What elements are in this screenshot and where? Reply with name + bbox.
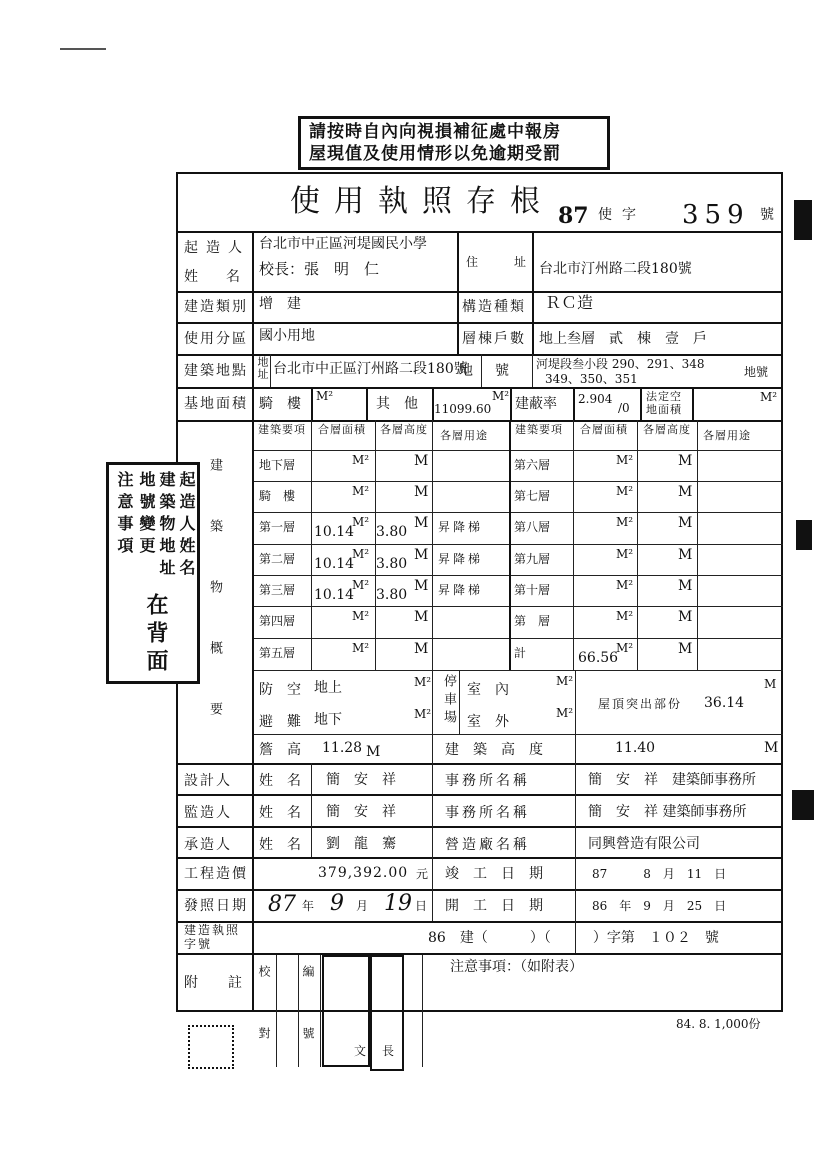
area-label: 基地面積: [184, 396, 248, 412]
roof-label: 屋頂突出部份: [598, 697, 683, 711]
cost-label: 工程造價: [184, 866, 248, 882]
floor-area-unit-right: M²: [616, 578, 634, 592]
floor-name-left: 騎 樓: [259, 489, 296, 503]
start-date: 86 年 9 月 25 日: [592, 899, 727, 913]
arcade-label: 騎 樓: [259, 396, 301, 412]
floor-name-right: 第八層: [514, 520, 551, 534]
footer-print-note: 84. 8. 1,000份: [676, 1017, 761, 1031]
shelter-b-value: 地下: [314, 712, 342, 728]
notice-stamp: [298, 116, 610, 170]
shelter-a-unit: M²: [414, 675, 432, 689]
approval-seal-3: [188, 1025, 234, 1069]
person-role: 監造人: [184, 805, 232, 821]
side-stamp-col3: 地號變更: [137, 471, 156, 559]
header-area-left: 合層面積: [318, 423, 366, 436]
sign-label-chief: 長: [382, 1044, 395, 1058]
floor-name-left: 第四層: [259, 614, 296, 628]
person-name: 簡 安 祥: [326, 804, 396, 820]
side-stamp-col5: 在背面: [143, 593, 169, 677]
person-name-label: 姓 名: [259, 773, 301, 789]
shelter-b-unit: M²: [414, 707, 432, 721]
site-addr-tag: 地址: [256, 356, 269, 380]
coverage-den: /0: [618, 401, 630, 415]
floor-height-left: 3.80: [376, 524, 408, 540]
permit-label: 建造執照字號: [184, 923, 241, 951]
roof-value: 36.14: [704, 695, 745, 711]
owner-label-a: 起造人: [184, 240, 250, 256]
sign-label-number: 編號: [301, 965, 315, 1089]
owner-label-b: 姓名: [184, 269, 268, 285]
person-role: 承造人: [184, 837, 232, 853]
other-unit: M²: [492, 389, 510, 403]
floor-area-unit-left: M²: [352, 578, 370, 592]
coverage-value: 2.904: [578, 392, 613, 406]
issue-month-unit: 月: [356, 899, 369, 913]
floor-height-left: 3.80: [376, 587, 408, 603]
floor-height-unit-left: M: [414, 453, 429, 469]
structure-label: 構造種類: [462, 299, 526, 315]
parking-label: 停車場: [441, 674, 456, 728]
floor-area-unit-left: M²: [352, 609, 370, 623]
zone-value: 國小用地: [259, 328, 315, 344]
site-address: 台北市中正區汀州路二段180號: [273, 361, 468, 377]
staple-mark: [60, 48, 106, 50]
shelter-a-label: 防 空: [259, 682, 301, 698]
floor-height-unit-right: M: [678, 641, 693, 657]
floor-name-right: 第六層: [514, 458, 551, 472]
scan-edge-marks: [790, 190, 820, 890]
building-height-value: 11.40: [615, 740, 656, 756]
floors-value: 地上叁層 貳 棟 壹 戶: [539, 331, 707, 347]
floor-area-unit-right: M²: [616, 453, 634, 467]
shelter-b-label: 避 難: [259, 714, 301, 730]
floor-area-unit-left: M²: [352, 641, 370, 655]
other-label: 其 他: [376, 396, 418, 412]
floor-height-unit-left: M: [414, 578, 429, 594]
notice-stamp-line1: 請按時自內向視損補征處中報房: [309, 122, 561, 142]
eave-unit: M: [366, 744, 381, 760]
floor-height-unit-right: M: [678, 515, 693, 531]
person-office-label: 事務所名稱: [445, 805, 530, 821]
overview-side-label: 建築物概要: [207, 458, 222, 763]
parking-indoor-unit: M²: [556, 674, 574, 688]
floor-use-left: 昇降梯: [438, 552, 484, 566]
header-height-right: 各層高度: [643, 423, 691, 436]
person-office-label: 營造廠名稱: [445, 837, 530, 853]
completion-label: 竣 工 日 期: [445, 866, 543, 882]
cost-unit: 元: [416, 867, 429, 881]
issue-month: 9: [330, 891, 344, 916]
remarks-text: 注意事項：（如附表）: [450, 959, 583, 975]
floor-area-unit-left: M²: [352, 515, 370, 529]
floor-height-unit-right: M: [678, 609, 693, 625]
category-label: 建造類別: [184, 299, 248, 315]
parking-outdoor-unit: M²: [556, 706, 574, 720]
header-item-right: 建築要項: [515, 423, 563, 436]
building-height-unit: M: [764, 740, 779, 756]
parking-indoor: 室 內: [467, 682, 509, 698]
issue-year: 87: [268, 892, 296, 917]
floor-area-left: 10.14: [314, 524, 355, 540]
floor-name-right: 第 層: [514, 614, 551, 628]
cost-value: 379,392.00: [318, 865, 409, 881]
floor-area-unit-left: M²: [352, 547, 370, 561]
structure-value: ＲＣ造: [545, 293, 594, 312]
floor-height-unit-left: M: [414, 641, 429, 657]
issue-label: 發照日期: [184, 898, 248, 914]
floor-height-unit-right: M: [678, 484, 693, 500]
approval-seal-2: [370, 955, 404, 1071]
other-value: 11099.60: [434, 402, 492, 416]
floor-name-left: 第三層: [259, 583, 296, 597]
legal-area-label: 法定空地面積: [646, 390, 682, 416]
side-stamp-col1: 起造人姓名: [177, 471, 196, 581]
owner-address: 台北市汀州路二段180號: [539, 261, 692, 277]
floor-name-left: 地下層: [259, 458, 296, 472]
license-year: 87: [558, 203, 589, 229]
floor-use-left: 昇降梯: [438, 520, 484, 534]
permit-value: 86 建（ ）（ ）字第 １０２ 號: [428, 930, 719, 946]
issue-day-unit: 日: [415, 899, 428, 913]
floor-height-unit-right: M: [678, 547, 693, 563]
person-name-label: 姓 名: [259, 837, 301, 853]
person-name: 劉 龍 騫: [326, 836, 396, 852]
floor-name-right: 第七層: [514, 489, 551, 503]
floor-area-unit-right: M²: [616, 484, 634, 498]
license-suffix: 號: [760, 207, 774, 223]
coverage-label: 建蔽率: [515, 396, 557, 412]
side-stamp-col2: 建築物地址: [157, 471, 176, 581]
eave-value: 11.28: [322, 740, 363, 756]
owner-line1: 台北市中正區河堤國民小學: [259, 236, 427, 252]
person-role: 設計人: [184, 773, 232, 789]
floor-area-unit-right: M²: [616, 609, 634, 623]
arcade-unit: M²: [316, 389, 334, 403]
sign-label-text: 文: [354, 1044, 367, 1058]
building-height-label: 建 築 高 度: [445, 742, 543, 758]
floor-area-unit-right: M²: [616, 547, 634, 561]
approval-seal-1: [322, 955, 370, 1067]
floor-area-unit-right: M²: [616, 515, 634, 529]
sign-label-check: 校對: [257, 965, 271, 1089]
floor-height-unit-left: M: [414, 547, 429, 563]
floor-area-unit-right: M²: [616, 641, 634, 655]
floor-height-unit-left: M: [414, 515, 429, 531]
legal-area-unit: M²: [760, 390, 778, 404]
side-stamp: [106, 462, 200, 684]
license-number: 359: [682, 200, 750, 230]
floor-name-left: 第五層: [259, 646, 296, 660]
person-office-label: 事務所名稱: [445, 773, 530, 789]
floor-name-right: 第九層: [514, 552, 551, 566]
lot-suffix: 地號: [744, 365, 769, 379]
site-label: 建築地點: [184, 363, 248, 379]
header-use-left: 各層用途: [440, 429, 488, 442]
floor-name-right: 計: [514, 646, 527, 660]
lot-line2: 349、350、351: [545, 372, 638, 386]
address-label: 住 址: [466, 255, 539, 269]
floor-name-left: 第二層: [259, 552, 296, 566]
completion-date: 87 8 月 11 日: [592, 867, 727, 881]
floor-name-left: 第一層: [259, 520, 296, 534]
lot-line1: 河堤段叁小段 290、291、348: [536, 357, 705, 371]
header-area-right: 合層面積: [580, 423, 628, 436]
floor-height-left: 3.80: [376, 556, 408, 572]
header-height-left: 各層高度: [380, 423, 428, 436]
issue-day: 19: [384, 891, 412, 916]
parking-outdoor: 室 外: [467, 714, 509, 730]
form-title: 使用執照存根: [290, 184, 554, 219]
eave-label: 簷 高: [259, 742, 301, 758]
floors-label: 層棟戶數: [462, 331, 526, 347]
license-prefix: 使字: [598, 207, 646, 223]
header-use-right: 各層用途: [703, 429, 751, 442]
floor-area-left: 10.14: [314, 556, 355, 572]
start-label: 開 工 日 期: [445, 898, 543, 914]
category-value: 增 建: [259, 296, 301, 312]
person-name-label: 姓 名: [259, 805, 301, 821]
header-item-left: 建築要項: [258, 423, 306, 436]
floor-area-right: 66.56: [578, 650, 619, 666]
person-name: 簡 安 祥: [326, 772, 396, 788]
owner-line2: 校長：張 明 仁: [259, 260, 380, 278]
floor-name-right: 第十層: [514, 583, 551, 597]
person-office: 簡 安 祥 建築師事務所: [588, 804, 747, 820]
zone-label: 使用分區: [184, 331, 248, 347]
floor-height-unit-right: M: [678, 453, 693, 469]
floor-area-unit-left: M²: [352, 484, 370, 498]
notice-stamp-line2: 屋現值及使用情形以免逾期受罰: [309, 144, 561, 164]
person-office: 簡 安 祥 建築師事務所: [588, 772, 756, 788]
person-office: 同興營造有限公司: [588, 836, 700, 852]
remarks-label: 附 註: [184, 975, 250, 991]
floor-height-unit-right: M: [678, 578, 693, 594]
side-stamp-col4: 注意事項: [115, 471, 134, 559]
shelter-a-value: 地上: [314, 680, 342, 696]
floor-area-left: 10.14: [314, 587, 355, 603]
floor-use-left: 昇降梯: [438, 583, 484, 597]
floor-height-unit-left: M: [414, 484, 429, 500]
floor-area-unit-left: M²: [352, 453, 370, 467]
floor-height-unit-left: M: [414, 609, 429, 625]
issue-year-unit: 年: [302, 899, 315, 913]
roof-unit: M: [764, 677, 777, 691]
lot-tag: 地 號: [459, 363, 513, 379]
